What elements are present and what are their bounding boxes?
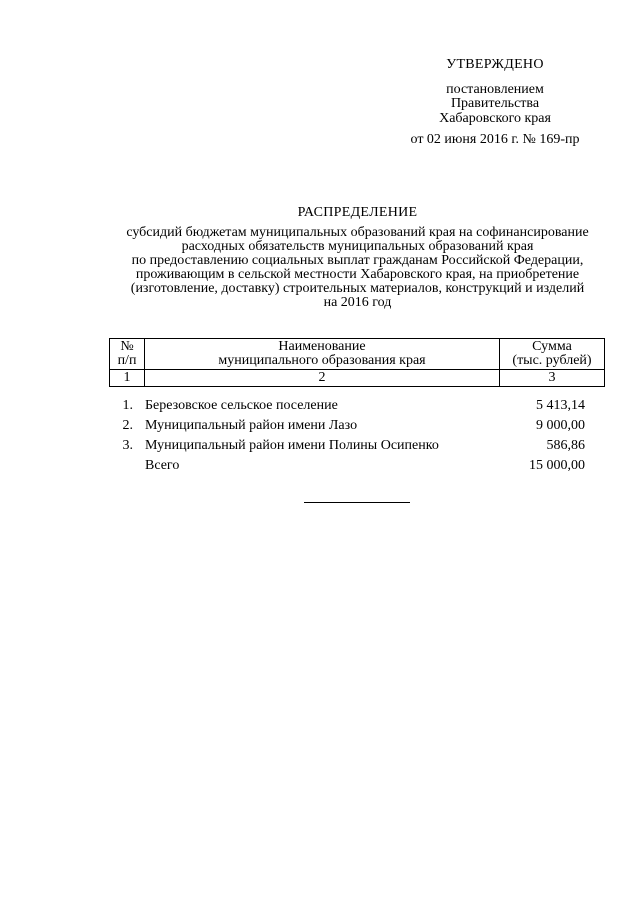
header-num-cell — [110, 339, 145, 370]
total-label: Всего — [145, 458, 180, 473]
header-sum-cell — [500, 339, 605, 370]
table-row — [109, 416, 605, 436]
subtitle-line: на 2016 год — [323, 295, 392, 310]
table-row — [109, 436, 605, 456]
subtitle-line: по предоставлению социальных выплат гражданам Российской Федерации, — [131, 253, 584, 268]
distribution-table-body — [109, 396, 605, 476]
column-number: 3 — [500, 370, 605, 387]
document-subtitle — [105, 226, 610, 310]
row-number: 2. — [122, 418, 133, 433]
approval-line-3: Хабаровского края — [439, 111, 551, 127]
end-divider — [304, 502, 410, 503]
table-row — [109, 396, 605, 416]
approval-heading: УТВЕРЖДЕНО — [446, 57, 544, 72]
header-name-cell — [145, 339, 500, 370]
subtitle-line: субсидий бюджетам муниципальных образований края на софинансирование — [126, 225, 589, 240]
header-row — [110, 339, 605, 370]
row-sum: 5 413,14 — [536, 398, 585, 413]
row-name: Березовское сельское поселение — [145, 398, 338, 413]
column-number: 1 — [110, 370, 145, 387]
approval-line-2: Правительства — [450, 96, 540, 112]
row-sum: 586,86 — [546, 438, 585, 453]
header-num-line: № — [120, 339, 134, 354]
row-name: Муниципальный район имени Лазо — [145, 418, 358, 433]
header-sum-line: (тыс. рублей) — [512, 353, 592, 368]
column-number: 2 — [145, 370, 500, 387]
distribution-table-header — [109, 338, 605, 387]
approval-date: от 02 июня 2016 г. № 169-пр — [410, 131, 580, 147]
total-row — [109, 456, 605, 476]
approval-stamp — [400, 58, 590, 147]
total-sum: 15 000,00 — [529, 458, 585, 473]
subtitle-line: (изготовление, доставку) строительных материалов, конструкций и изделий — [130, 281, 585, 296]
row-number: 1. — [122, 398, 133, 413]
header-num-line: п/п — [117, 353, 137, 368]
document-title-block — [105, 206, 610, 310]
header-name-line: муниципального образования края — [218, 353, 426, 368]
row-number: 3. — [122, 438, 133, 453]
header-name-line: Наименование — [278, 339, 366, 354]
column-number-row — [110, 370, 605, 387]
row-name: Муниципальный район имени Полины Осипенко — [145, 438, 439, 453]
document-title: РАСПРЕДЕЛЕНИЕ — [297, 205, 418, 220]
row-sum: 9 000,00 — [536, 418, 585, 433]
header-sum-line: Сумма — [532, 339, 572, 354]
approval-line-1: постановлением — [446, 81, 544, 97]
subtitle-line: расходных обязательств муниципальных образований края — [181, 239, 534, 254]
subtitle-line: проживающим в сельской местности Хабаровского края, на приобретение — [135, 267, 580, 282]
